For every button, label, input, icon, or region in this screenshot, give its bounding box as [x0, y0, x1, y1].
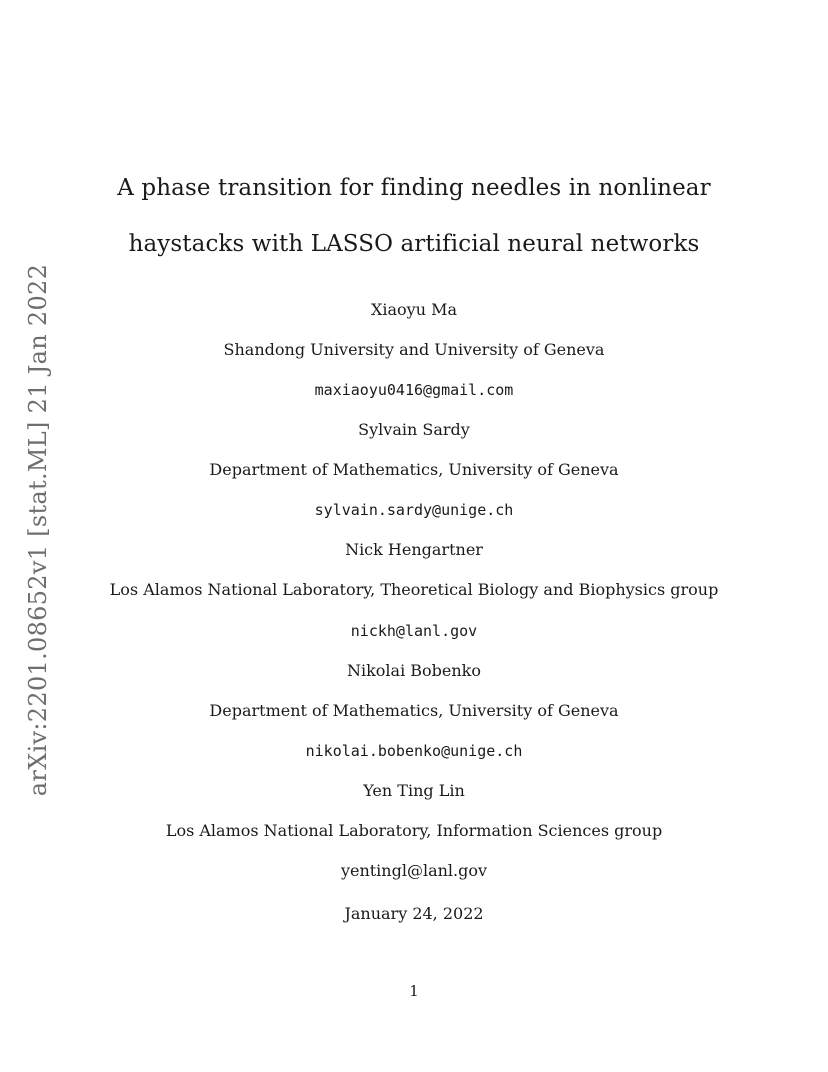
arxiv-identifier-stamp: arXiv:2201.08652v1 [stat.ML] 21 Jan 2022 [24, 263, 52, 797]
paper-date: January 24, 2022 [344, 904, 484, 923]
page-number: 1 [409, 982, 419, 1000]
author-name: Nikolai Bobenko [346, 661, 482, 680]
paper-title-line-1: A phase transition for finding needles in nonlinear [117, 175, 711, 201]
author-affiliation: Los Alamos National Laboratory, Theoretical Biology and Biophysics group [109, 580, 719, 599]
paper-title-line-2: haystacks with LASSO artificial neural networks [128, 231, 700, 257]
author-email: nikolai.bobenko@unige.ch [305, 742, 523, 760]
author-affiliation: Department of Mathematics, University of Geneva [209, 701, 619, 720]
author-email: maxiaoyu0416@gmail.com [314, 381, 514, 399]
author-affiliation: Los Alamos National Laboratory, Information Sciences group [165, 821, 663, 840]
author-email: yentingl@lanl.gov [340, 861, 488, 880]
author-name: Nick Hengartner [345, 540, 483, 559]
author-name: Sylvain Sardy [358, 420, 470, 439]
author-email: sylvain.sardy@unige.ch [314, 501, 514, 519]
author-affiliation: Department of Mathematics, University of Geneva [209, 460, 619, 479]
author-email: nickh@lanl.gov [350, 622, 478, 640]
author-affiliation: Shandong University and University of Geneva [223, 340, 605, 359]
author-name: Yen Ting Lin [363, 781, 465, 800]
author-name: Xiaoyu Ma [370, 300, 458, 319]
